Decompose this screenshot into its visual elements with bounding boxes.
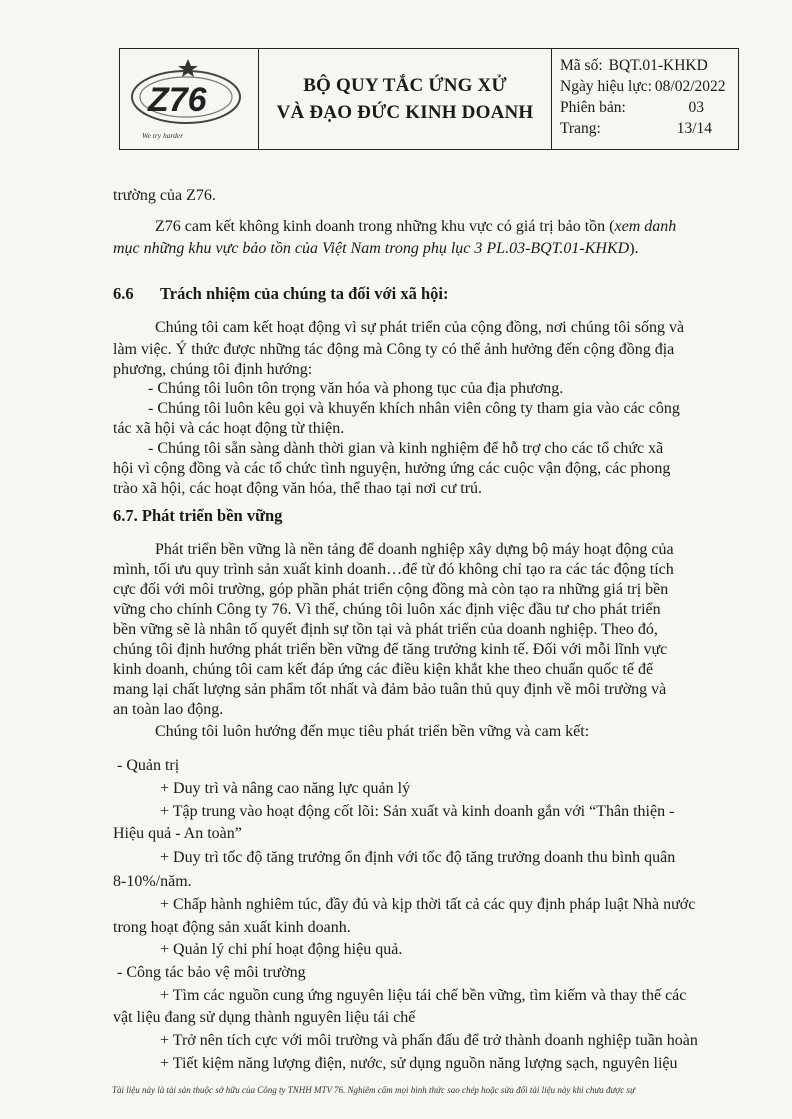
bullet-line: - Chúng tôi luôn kêu gọi và khuyến khích nhân viên công ty tham gia vào các công	[148, 400, 680, 417]
paragraph-line: hội vì cộng đồng và các tổ chức tình nguyện, hưởng ứng các cuộc vận động, các phong	[113, 460, 671, 477]
list-item-cont: Hiệu quả - An toàn”	[113, 825, 242, 842]
list-item: + Quản lý chi phí hoạt động hiệu quả.	[160, 941, 403, 958]
meta-page: Trang: 13/14	[560, 120, 712, 137]
paragraph-line: an toàn lao động.	[113, 701, 224, 718]
paragraph-line: trường của Z76.	[113, 187, 216, 204]
paragraph-line: cực đối với môi trường, góp phần phát triển cộng đồng mà còn tạo ra những giá trị bền	[113, 581, 669, 598]
z76-logo-icon	[126, 53, 252, 133]
list-heading: - Công tác bảo vệ môi trường	[117, 964, 306, 981]
list-item: + Duy trì và nâng cao năng lực quản lý	[160, 780, 411, 797]
paragraph-line: Phát triển bền vững là nền tảng để doanh nghiệp xây dựng bộ máy hoạt động của	[155, 541, 674, 558]
paragraph-line: tác xã hội và các hoạt động từ thiện.	[113, 420, 345, 437]
paragraph-line: bền vững sẽ là nhân tố quyết định sự tồn tại và phát triển của doanh nghiệp. Theo đó,	[113, 621, 658, 638]
list-item-cont: trong hoạt động sản xuất kinh doanh.	[113, 919, 351, 936]
page-footer: Tài liệu này là tài sản thuộc sở hữu của Công ty TNHH MTV 76. Nghiêm cấm mọi hình thức sao chép hoặc sửa đổi tài liệu này khi chưa được sự	[112, 1085, 635, 1095]
paragraph-line: Z76 cam kết không kinh doanh trong những khu vực có giá trị bảo tồn (xem danh	[155, 218, 677, 235]
paragraph-line: trào xã hội, các hoạt động văn hóa, thể thao tại nơi cư trú.	[113, 480, 483, 497]
company-logo	[120, 49, 259, 149]
paragraph-line: chúng tôi định hướng phát triển bền vững để tăng trưởng kinh tế. Đối với mỗi lĩnh vực	[113, 641, 668, 658]
list-item: + Chấp hành nghiêm túc, đầy đủ và kịp thời tất cả các quy định pháp luật Nhà nước	[160, 896, 696, 913]
list-item: + Tiết kiệm năng lượng điện, nước, sử dụng nguồn năng lượng sạch, nguyên liệu	[160, 1055, 678, 1072]
paragraph-line: mục những khu vực bảo tồn của Việt Nam trong phụ lục 3 PL.03-BQT.01-KHKD).	[113, 240, 639, 257]
list-item: + Duy trì tốc độ tăng trưởng ổn định với tốc độ tăng trưởng doanh thu bình quân	[160, 849, 676, 866]
section-6-7-title: 6.7. Phát triển bền vững	[113, 506, 283, 525]
section-6-6-number: 6.6	[113, 284, 134, 303]
document-meta	[552, 49, 738, 149]
logo-tagline: We try harder	[142, 131, 184, 140]
list-item-cont: 8-10%/năm.	[113, 873, 192, 890]
paragraph-line: Chúng tôi cam kết hoạt động vì sự phát triển của cộng đồng, nơi chúng tôi sống và	[155, 319, 685, 336]
paragraph-line: làm việc. Ý thức được những tác động mà Công ty có thể ảnh hưởng đến cộng đồng địa	[113, 341, 675, 358]
meta-code: Mã số: BQT.01-KHKD	[560, 57, 708, 74]
bullet-line: - Chúng tôi luôn tôn trọng văn hóa và phong tục của địa phương.	[148, 380, 564, 397]
paragraph-line: phương, chúng tôi định hướng:	[113, 361, 313, 378]
document-title	[259, 49, 552, 149]
svg-text:Z76: Z76	[148, 81, 207, 119]
meta-version: Phiên bản: 03	[560, 99, 704, 116]
meta-effective-date: Ngày hiệu lực: 08/02/2022	[560, 78, 726, 95]
list-heading: - Quản trị	[117, 757, 180, 774]
document-header	[119, 48, 739, 150]
list-item: + Trở nên tích cực với môi trường và phấn đấu để trở thành doanh nghiệp tuần hoàn	[160, 1032, 698, 1049]
section-6-6-title: Trách nhiệm của chúng ta đối với xã hội:	[160, 284, 449, 303]
paragraph-line: vững cho chính Công ty 76. Vì thế, chúng tôi luôn xác định việc đầu tư cho phát triển	[113, 601, 661, 618]
bullet-line: - Chúng tôi sẵn sàng dành thời gian và kinh nghiệm để hỗ trợ cho các tổ chức xã	[148, 440, 664, 457]
paragraph-line: kinh doanh, chúng tôi cam kết đáp ứng các điều kiện khắt khe theo chuẩn quốc tế để	[113, 661, 654, 678]
paragraph-line: Chúng tôi luôn hướng đến mục tiêu phát triển bền vững và cam kết:	[155, 723, 590, 740]
paragraph-line: mình, tối ưu quy trình sản xuất kinh doanh…để từ đó không chỉ tạo ra các tác động tích	[113, 561, 674, 578]
list-item: + Tìm các nguồn cung ứng nguyên liệu tái chế bền vững, tìm kiếm và thay thế các	[160, 987, 687, 1004]
paragraph-line: mang lại chất lượng sản phẩm tốt nhất và đảm bảo tuân thủ quy định về môi trường và	[113, 681, 667, 698]
list-item: + Tập trung vào hoạt động cốt lõi: Sản xuất và kinh doanh gắn với “Thân thiện -	[160, 803, 675, 820]
title-line-1: BỘ QUY TẮC ỨNG XỬ	[303, 75, 507, 96]
title-line-2: VÀ ĐẠO ĐỨC KINH DOANH	[276, 102, 534, 123]
list-item-cont: vật liệu đang sử dụng thành nguyên liệu tái chế	[113, 1009, 416, 1026]
